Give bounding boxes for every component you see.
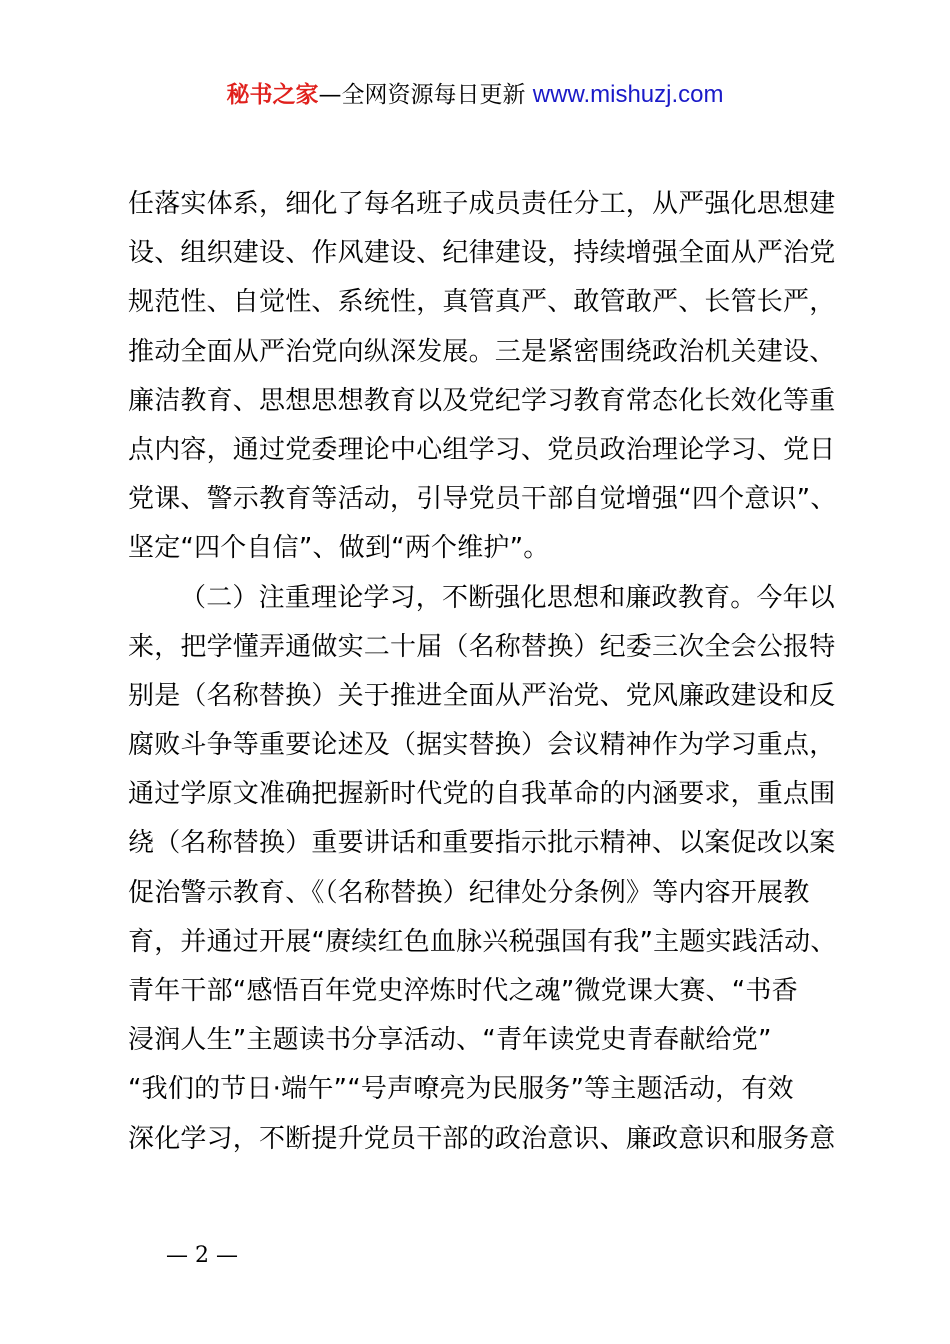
body-line: 廉洁教育、思想思想教育以及党纪学习教育常态化长效化等重 xyxy=(128,385,836,416)
body-line: 设、组织建设、作风建设、纪律建设，持续增强全面从严治党 xyxy=(128,238,836,269)
site-header xyxy=(0,78,950,112)
body-line: 浸润人生”主题读书分享活动、“青年读党史青春献给党” xyxy=(128,1025,772,1056)
body-line: 育，并通过开展“赓续红色血脉兴税强国有我”主题实践活动、 xyxy=(128,926,837,957)
site-url-link[interactable]: www.mishuzj.com xyxy=(532,81,724,108)
body-line: 推动全面从严治党向纵深发展。三是紧密围绕政治机关建设、 xyxy=(128,336,836,367)
page-number: — 2 — xyxy=(166,1243,238,1268)
body-line: 来，把学懂弄通做实二十届（名称替换）纪委三次全会公报特 xyxy=(128,631,836,662)
body-line: 别是（名称替换）关于推进全面从严治党、党风廉政建设和反 xyxy=(128,680,836,711)
body-line: 坚定“四个自信”、做到“两个维护”。 xyxy=(128,533,550,564)
body-line: 点内容，通过党委理论中心组学习、党员政治理论学习、党日 xyxy=(128,434,836,465)
body-line: 青年干部“感悟百年党史淬炼时代之魂”微党课大赛、“书香 xyxy=(128,976,798,1006)
body-line: 深化学习，不断提升党员干部的政治意识、廉政意识和服务意 xyxy=(128,1123,836,1154)
body-line: “我们的节日·端午”“号声嘹亮为民服务”等主题活动，有效 xyxy=(128,1074,794,1105)
header-tagline: —全网资源每日更新 xyxy=(318,82,526,108)
document-body xyxy=(128,180,838,1164)
brand-name: 秘书之家 xyxy=(226,82,319,108)
body-line: 通过学原文准确把握新时代党的自我革命的内涵要求，重点围 xyxy=(128,779,836,810)
body-line: 任落实体系，细化了每名班子成员责任分工，从严强化思想建 xyxy=(128,189,836,219)
body-line: 腐败斗争等重要论述及（据实替换）会议精神作为学习重点， xyxy=(128,730,836,761)
body-line: 促治警示教育、《（名称替换）纪律处分条例》等内容开展教 xyxy=(128,877,810,908)
body-line: 党课、警示教育等活动，引导党员干部自觉增强“四个意识”、 xyxy=(128,484,837,515)
section-heading-line: （二）注重理论学习，不断强化思想和廉政教育。今年以 xyxy=(180,582,836,613)
body-line: 规范性、自觉性、系统性，真管真严、敢管敢严、长管长严， xyxy=(128,287,836,318)
body-line: 绕（名称替换）重要讲话和重要指示批示精神、以案促改以案 xyxy=(128,828,836,859)
